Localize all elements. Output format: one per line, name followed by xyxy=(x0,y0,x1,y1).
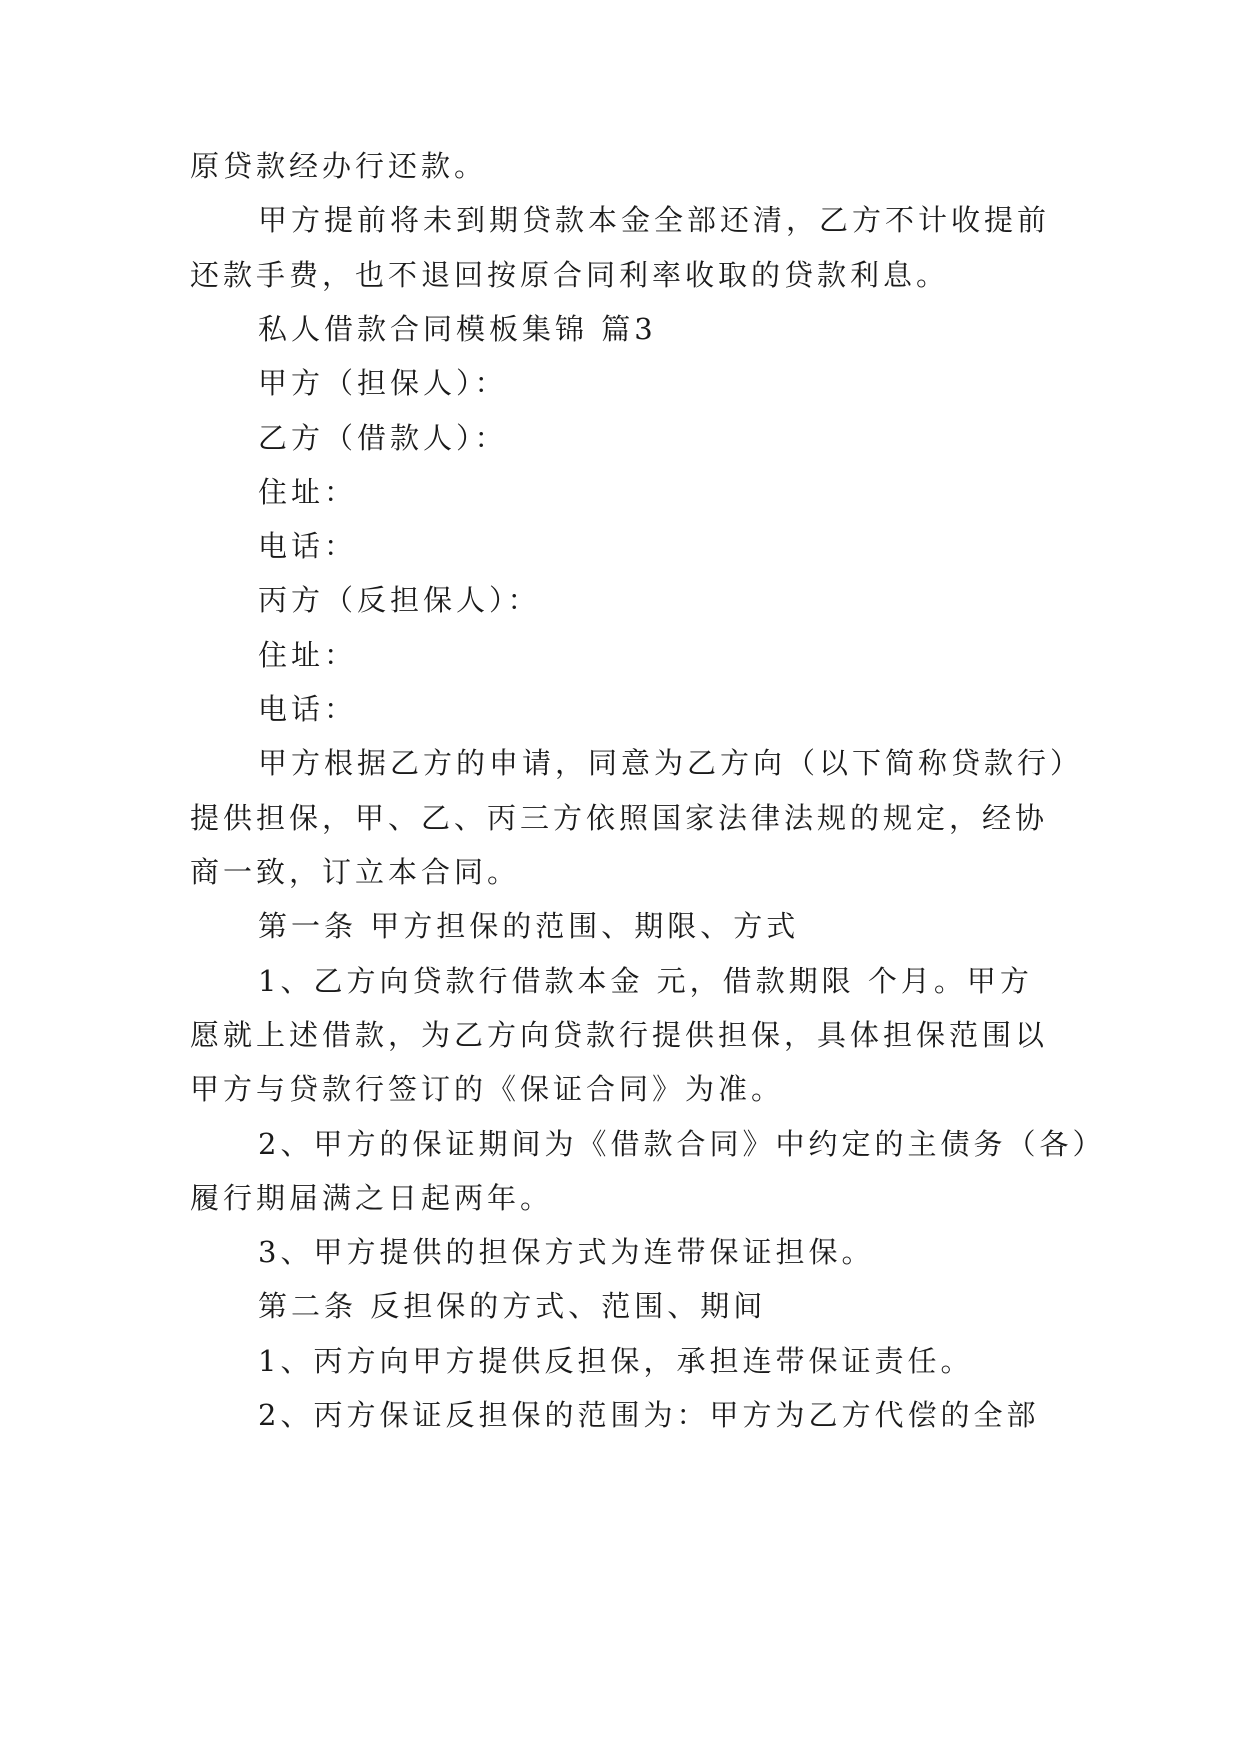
text-line: 2、丙方保证反担保的范围为：甲方为乙方代偿的全部 xyxy=(258,1398,1040,1432)
text-line: 住址： xyxy=(258,475,358,509)
text-line: 3、甲方提供的担保方式为连带保证担保。 xyxy=(258,1235,875,1269)
article-heading: 第二条 反担保的方式、范围、期间 xyxy=(258,1289,767,1323)
text-line: 住址： xyxy=(258,638,358,672)
text-line: 愿就上述借款，为乙方向贷款行提供担保，具体担保范围以 xyxy=(190,1018,1049,1052)
text-line: 乙方（借款人）： xyxy=(258,421,508,455)
text-line: 商一致，订立本合同。 xyxy=(190,855,521,889)
text-line: 丙方（反担保人）： xyxy=(258,583,541,617)
text-line: 1、乙方向贷款行借款本金 元，借款期限 个月。甲方 xyxy=(258,964,1033,998)
text-line: 电话： xyxy=(258,529,358,563)
text-line: 还款手费，也不退回按原合同利率收取的贷款利息。 xyxy=(190,258,950,292)
article-heading: 第一条 甲方担保的范围、期限、方式 xyxy=(258,909,800,943)
section-title: 私人借款合同模板集锦 篇3 xyxy=(258,312,657,346)
text-line: 电话： xyxy=(258,692,358,726)
text-line: 甲方提前将未到期贷款本金全部还清，乙方不计收提前 xyxy=(258,203,1051,237)
text-line: 甲方根据乙方的申请，同意为乙方向（以下简称贷款行） xyxy=(258,746,1084,780)
text-line: 甲方（担保人）： xyxy=(258,366,508,400)
text-line: 提供担保，甲、乙、丙三方依照国家法律法规的规定，经协 xyxy=(190,801,1049,835)
text-line: 2、甲方的保证期间为《借款合同》中约定的主债务（各） xyxy=(258,1127,1106,1161)
text-line: 原贷款经办行还款。 xyxy=(190,149,488,183)
text-line: 1、丙方向甲方提供反担保，承担连带保证责任。 xyxy=(258,1344,974,1378)
text-line: 甲方与贷款行签订的《保证合同》为准。 xyxy=(190,1072,785,1106)
text-line: 履行期届满之日起两年。 xyxy=(190,1181,554,1215)
